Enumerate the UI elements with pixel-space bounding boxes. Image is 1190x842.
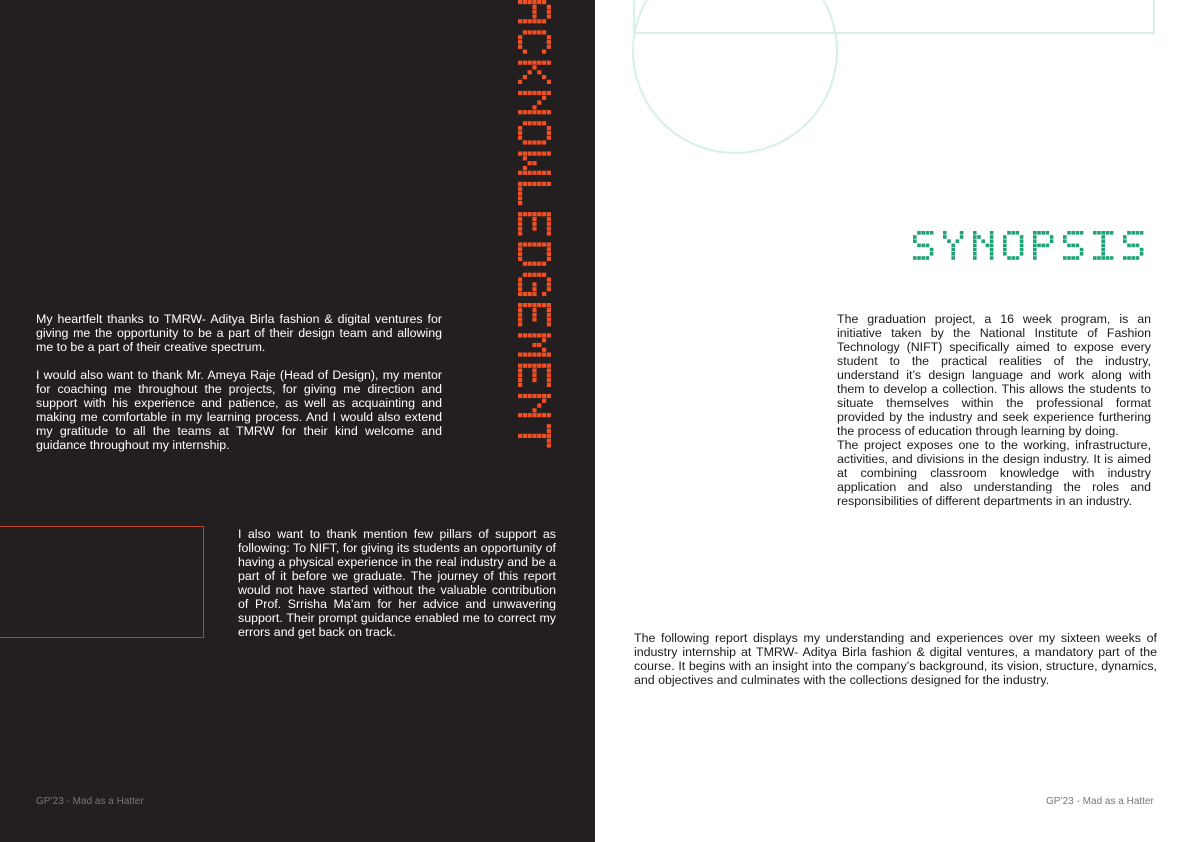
synopsis-paragraph-2: The project exposes one to the working, infrastructure, activities, and divisions in the design industry. It is aimed at combining classroom knowledge with industry application and also understanding the roles and responsibilities of different departments in an industry. xyxy=(837,438,1151,508)
synopsis-pixel-heading xyxy=(913,231,1153,261)
acknowledgement-title xyxy=(518,0,552,456)
acknowledgement-paragraph-2: I would also want to thank Mr. Ameya Raje (Head of Design), my mentor for coaching me throughout the projects, for giving me direction and support with his experience and patience, as well as acquainting and making me comfortable in my learning process. And I would also extend my gratitude to all the teams at TMRW for their kind welcome and guidance throughout my internship. xyxy=(36,368,442,452)
acknowledgement-paragraph-1: My heartfelt thanks to TMRW- Aditya Birla fashion & digital ventures for giving me the opportunity to be a part of their design team and allowing me to be a part of their creative spectrum. xyxy=(36,312,442,354)
right-page-synopsis xyxy=(595,0,1190,842)
synopsis-paragraph-1: The graduation project, a 16 week program, is an initiative taken by the National Institute of Fashion Technology (NIFT) specifically aimed to expose every student to the practical realities of the industry, understand it’s design language and work along with them to develop a collection. This allows the students to situate themselves within the professional format provided by the industry and seek experience furthering the process of education through learning by doing. xyxy=(837,312,1151,438)
synopsis-title xyxy=(913,231,1153,261)
acknowledgement-paragraph-3: I also want to thank mention few pillars of support as following: To NIFT, for giving its students an opportunity of having a physical experience in the real industry and be a part of it before we graduate. The journey of this report would not have started without the valuable contribution of Prof. Srrisha Ma’am for her advice and unwavering support. Their prompt guidance enabled me to correct my errors and get back on track. xyxy=(238,527,556,639)
left-footer: GP’23 - Mad as a Hatter xyxy=(36,796,144,807)
synopsis-paragraph-3: The following report displays my understanding and experiences over my sixteen weeks of industry internship at TMRW- Aditya Birla fashion & digital ventures, a mandatory part of the course. It begins with an insight into the company’s background, its vision, structure, dynamics, and objectives and culminates with the collections designed for the industry. xyxy=(634,631,1157,687)
acknowledgement-pixel-heading xyxy=(518,0,552,456)
right-footer: GP’23 - Mad as a Hatter xyxy=(1046,796,1154,807)
decorative-outline-box xyxy=(0,526,204,638)
decorative-circle xyxy=(632,0,838,154)
